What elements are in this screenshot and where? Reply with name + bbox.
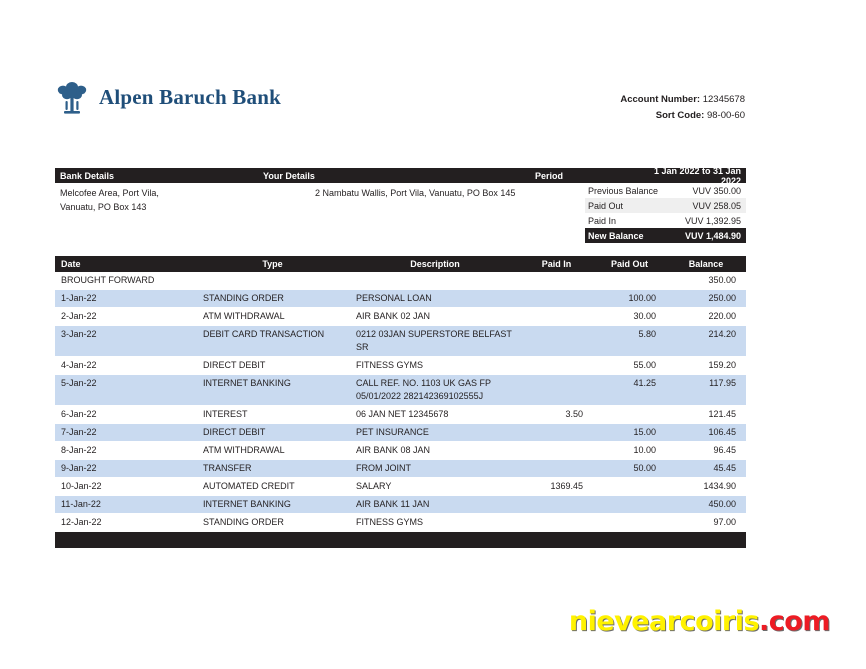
column-header-description: Description [410,259,460,269]
bank-tree-logo-icon [55,78,89,116]
table-row [55,326,746,357]
bank-name: Alpen Baruch Bank [99,84,281,109]
cell-date: 8-Jan-22 [61,445,97,455]
table-footer-bar [55,532,746,548]
watermark-text-suffix: .com [759,606,830,637]
cell-description: FITNESS GYMS [356,360,424,370]
summary-label: New Balance [588,230,644,241]
cell-date: 12-Jan-22 [61,517,102,527]
cell-description: PET INSURANCE [356,427,429,437]
summary-header-bar [55,165,746,186]
bank-address-line-2: Vanuatu, PO Box 143 [60,202,147,212]
cell-paid-out [593,272,666,289]
cell-date: 9-Jan-22 [61,463,97,473]
summary-value: VUV 350.00 [692,185,741,196]
watermark-text-primary: nievearcoiris [568,606,760,637]
period-range: 1 Jan 2022 to 31 Jan 2022 [653,165,741,186]
cell-paid-out [593,496,666,513]
cell-paid-in [520,326,593,356]
cell-paid-in [520,290,593,307]
cell-paid-in [520,424,593,441]
period-header: Period [535,170,564,181]
summary-value: VUV 1,484.90 [684,230,741,241]
cell-paid-out: 10.00 [633,445,656,455]
cell-description: PERSONAL LOAN [356,293,432,303]
cell-paid-out [593,406,666,423]
customer-address [315,186,585,200]
cell-paid-in [520,375,593,405]
watermark [569,606,830,637]
column-header-date: Date [61,259,81,269]
brand [55,78,281,116]
cell-date: 4-Jan-22 [61,360,97,370]
account-number-line [620,92,745,108]
summary-row-previous-balance [585,183,746,198]
bank-details-header: Bank Details [60,170,115,181]
cell-paid-in [520,272,593,289]
summary-label: Paid In [588,215,617,226]
column-header-paid-out: Paid Out [610,259,648,269]
cell-balance: 1434.90 [703,481,736,491]
cell-balance: 106.45 [708,427,736,437]
summary-section [55,165,746,243]
cell-balance: 117.95 [709,378,736,388]
cell-date: 10-Jan-22 [61,481,102,491]
cell-description: 0212 03JAN SUPERSTORE BELFAST SR [356,329,512,352]
table-row-brought-forward [55,272,746,290]
sort-code-line [620,108,745,124]
cell-balance: 159.20 [708,360,736,370]
cell-type: AUTOMATED CREDIT [203,481,295,491]
account-number-value: 12345678 [702,94,745,105]
cell-paid-out: 15.00 [633,427,656,437]
account-info [620,92,745,124]
cell-paid-out: 50.00 [633,463,656,473]
cell-type: INTERNET BANKING [203,378,291,388]
cell-date: 11-Jan-22 [61,499,101,509]
cell-description: AIR BANK 08 JAN [356,445,431,455]
cell-type: ATM WITHDRAWAL [203,445,285,455]
table-row [55,375,746,406]
summary-body [55,183,746,243]
cell-date: 6-Jan-22 [61,409,97,419]
account-number-label: Account Number: [620,94,701,105]
cell-type: TRANSFER [203,463,252,473]
table-row [55,406,746,424]
cell-paid-out: 41.25 [633,378,656,388]
summary-value: VUV 1,392.95 [684,215,741,226]
column-header-paid-in: Paid In [541,259,572,269]
column-header-type: Type [262,259,283,269]
cell-description: SALARY [356,481,392,491]
cell-balance: 96.45 [713,445,736,455]
brought-forward-balance: 350.00 [708,275,736,285]
table-row [55,290,746,308]
cell-balance: 250.00 [708,293,736,303]
cell-description: CALL REF. NO. 1103 UK GAS FP 05/01/2022 282142369102555J [356,378,492,401]
cell-paid-out: 100.00 [628,293,656,303]
cell-description [350,272,520,289]
cell-description: FROM JOINT [356,463,411,473]
summary-label: Paid Out [588,200,624,211]
statement-header [55,78,745,128]
bank-address [60,186,260,214]
table-row [55,496,746,514]
table-row [55,514,746,532]
table-row [55,442,746,460]
cell-description: AIR BANK 02 JAN [356,311,431,321]
column-header-balance: Balance [688,259,724,269]
cell-description: 06 JAN NET 12345678 [356,409,449,419]
brought-forward-label: BROUGHT FORWARD [61,275,155,285]
cell-description: AIR BANK 11 JAN [356,499,430,509]
sort-code-value: 98-00-60 [706,110,745,121]
summary-label: Previous Balance [588,185,659,196]
cell-balance: 45.45 [713,463,736,473]
cell-paid-in: 1369.45 [550,481,583,491]
table-row [55,308,746,326]
cell-paid-in [520,442,593,459]
cell-paid-out [593,514,666,531]
cell-paid-in [520,308,593,325]
transactions-table [55,256,746,548]
table-row [55,478,746,496]
table-row [55,460,746,478]
cell-date: 5-Jan-22 [61,378,97,388]
summary-row-paid-out [585,198,746,213]
summary-value: VUV 258.05 [692,200,741,211]
cell-type [195,272,350,289]
cell-type: ATM WITHDRAWAL [203,311,285,321]
transaction-rows [55,290,746,532]
cell-paid-out: 5.80 [638,329,656,339]
your-details-header: Your Details [263,170,315,181]
cell-paid-out [593,478,666,495]
table-header-row [55,256,746,272]
cell-description: FITNESS GYMS [356,517,424,527]
cell-date: 2-Jan-22 [61,311,97,321]
sort-code-label: Sort Code: [655,110,705,121]
cell-date: 3-Jan-22 [61,329,97,339]
cell-type: DIRECT DEBIT [203,360,266,370]
cell-paid-in [520,357,593,374]
cell-type: DEBIT CARD TRANSACTION [203,329,325,339]
cell-type: INTERNET BANKING [203,499,291,509]
cell-paid-in [520,496,593,513]
table-row [55,357,746,375]
cell-type: DIRECT DEBIT [203,427,266,437]
cell-type: STANDING ORDER [203,293,284,303]
bank-address-line-1: Melcofee Area, Port Vila, [60,188,159,198]
cell-paid-out: 55.00 [633,360,656,370]
cell-balance: 214.20 [708,329,736,339]
cell-date: 1-Jan-22 [61,293,97,303]
cell-paid-in [520,460,593,477]
summary-row-new-balance [585,228,746,243]
summary-row-paid-in [585,213,746,228]
cell-date: 7-Jan-22 [61,427,97,437]
cell-paid-in: 3.50 [565,409,583,419]
customer-address-line-1: 2 Nambatu Wallis, Port Vila, Vanuatu, PO Box 145 [315,188,516,198]
cell-balance: 220.00 [708,311,736,321]
cell-balance: 121.45 [708,409,736,419]
cell-paid-in [520,514,593,531]
cell-paid-out: 30.00 [633,311,656,321]
cell-balance: 97.00 [713,517,736,527]
cell-type: INTEREST [203,409,248,419]
cell-type: STANDING ORDER [203,517,284,527]
table-row [55,424,746,442]
cell-balance: 450.00 [708,499,736,509]
balance-summary [585,183,746,243]
